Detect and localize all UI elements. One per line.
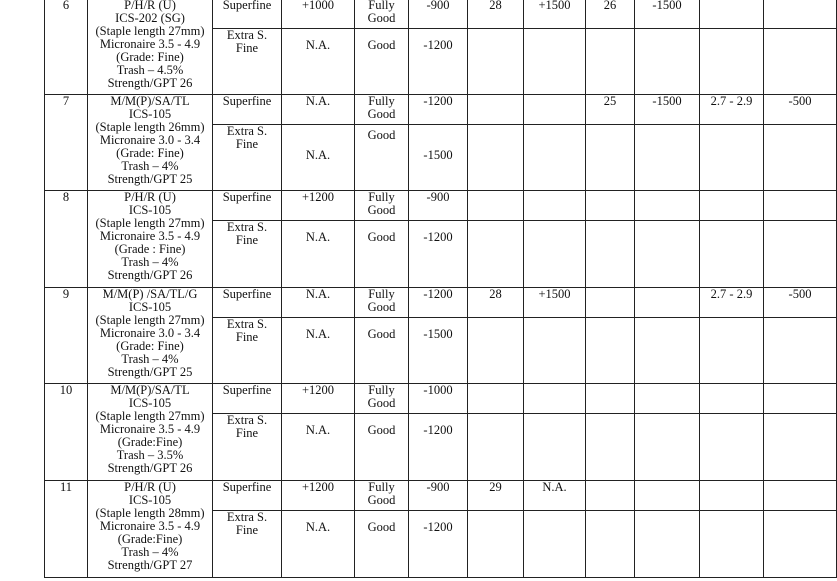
price-4-cell: -1500 <box>635 0 700 29</box>
price-5-cell <box>764 125 837 191</box>
micronaire-cell <box>700 221 764 288</box>
price-4-cell <box>635 221 700 288</box>
price-4-cell: -1500 <box>635 95 700 125</box>
cotton-description: M/M(P)/SA/TL ICS-105 (Staple length 26mm) Micronaire 3.0 - 3.4 (Grade: Fine) Trash – 4% Strength/GPT 25 <box>88 95 213 191</box>
micronaire-cell <box>700 29 764 95</box>
price-1-cell: N.A. <box>282 414 355 481</box>
price-2-cell: -1200 <box>409 414 468 481</box>
grade-cell: Superfine <box>213 384 282 414</box>
grade-cell: Superfine <box>213 288 282 318</box>
price-4-cell <box>635 288 700 318</box>
price-3-cell <box>524 511 586 578</box>
condition-cell: Good <box>355 318 409 384</box>
grade-cell: Extra S. Fine <box>213 221 282 288</box>
price-2-cell: -900 <box>409 0 468 29</box>
length-cell <box>468 95 524 125</box>
serial-number: 7 <box>45 95 88 191</box>
grade-cell: Superfine <box>213 191 282 221</box>
cotton-specification-table <box>44 0 837 578</box>
grade-cell: Superfine <box>213 0 282 29</box>
micronaire-cell: 2.7 - 2.9 <box>700 95 764 125</box>
table-row <box>45 95 837 125</box>
price-4-cell <box>635 125 700 191</box>
length-cell <box>468 318 524 384</box>
cotton-description: P/H/R (U) ICS-105 (Staple length 28mm) Micronaire 3.5 - 4.9 (Grade:Fine) Trash – 4% Strength/GPT 27 <box>88 481 213 578</box>
price-1-cell: +1200 <box>282 384 355 414</box>
price-4-cell <box>635 414 700 481</box>
condition-cell: Good <box>355 125 409 191</box>
count-cell <box>586 481 635 511</box>
table-row <box>45 481 837 511</box>
price-2-cell: -1500 <box>409 318 468 384</box>
serial-number: 10 <box>45 384 88 481</box>
price-2-cell: -1200 <box>409 221 468 288</box>
price-2-cell: -1200 <box>409 95 468 125</box>
length-cell <box>468 414 524 481</box>
serial-number: 6 <box>45 0 88 95</box>
count-cell <box>586 125 635 191</box>
condition-cell: Fully Good <box>355 384 409 414</box>
count-cell: 25 <box>586 95 635 125</box>
count-cell <box>586 384 635 414</box>
price-3-cell <box>524 95 586 125</box>
length-cell <box>468 191 524 221</box>
condition-cell: Fully Good <box>355 95 409 125</box>
price-4-cell <box>635 318 700 384</box>
length-cell: 28 <box>468 288 524 318</box>
price-1-cell: +1200 <box>282 191 355 221</box>
price-4-cell <box>635 191 700 221</box>
price-1-cell: N.A. <box>282 511 355 578</box>
price-5-cell <box>764 191 837 221</box>
cotton-description: P/H/R (U) ICS-105 (Staple length 27mm) Micronaire 3.5 - 4.9 (Grade : Fine) Trash – 4% Strength/GPT 26 <box>88 191 213 288</box>
condition-cell: Fully Good <box>355 288 409 318</box>
micronaire-cell <box>700 384 764 414</box>
price-1-cell: N.A. <box>282 318 355 384</box>
table-row <box>45 191 837 221</box>
price-3-cell: N.A. <box>524 481 586 511</box>
price-2-cell: -900 <box>409 481 468 511</box>
price-3-cell <box>524 221 586 288</box>
micronaire-cell <box>700 511 764 578</box>
price-5-cell <box>764 318 837 384</box>
price-2-cell: -1200 <box>409 288 468 318</box>
condition-cell: Fully Good <box>355 191 409 221</box>
condition-cell: Good <box>355 221 409 288</box>
length-cell <box>468 384 524 414</box>
count-cell <box>586 221 635 288</box>
price-3-cell <box>524 414 586 481</box>
table-row <box>45 384 837 414</box>
count-cell: 26 <box>586 0 635 29</box>
price-5-cell <box>764 29 837 95</box>
serial-number: 9 <box>45 288 88 384</box>
price-1-cell: +1200 <box>282 481 355 511</box>
price-5-cell <box>764 384 837 414</box>
price-2-cell: -1000 <box>409 384 468 414</box>
count-cell <box>586 318 635 384</box>
price-4-cell <box>635 511 700 578</box>
length-cell: 29 <box>468 481 524 511</box>
micronaire-cell <box>700 414 764 481</box>
table-row <box>45 0 837 29</box>
table-row <box>45 288 837 318</box>
micronaire-cell: 2.7 - 2.9 <box>700 288 764 318</box>
price-1-cell: +1000 <box>282 0 355 29</box>
cotton-description: M/M(P) /SA/TL/G ICS-105 (Staple length 27mm) Micronaire 3.0 - 3.4 (Grade: Fine) Trash – 4% Strength/GPT 25 <box>88 288 213 384</box>
price-3-cell <box>524 29 586 95</box>
grade-cell: Superfine <box>213 481 282 511</box>
grade-cell: Extra S. Fine <box>213 29 282 95</box>
serial-number: 8 <box>45 191 88 288</box>
grade-cell: Extra S. Fine <box>213 511 282 578</box>
grade-cell: Extra S. Fine <box>213 318 282 384</box>
condition-cell: Fully Good <box>355 0 409 29</box>
length-cell: 28 <box>468 0 524 29</box>
price-2-cell: -1500 <box>409 125 468 191</box>
price-5-cell <box>764 0 837 29</box>
price-4-cell <box>635 29 700 95</box>
micronaire-cell <box>700 0 764 29</box>
price-2-cell: -900 <box>409 191 468 221</box>
price-1-cell: N.A. <box>282 95 355 125</box>
grade-cell: Superfine <box>213 95 282 125</box>
price-2-cell: -1200 <box>409 511 468 578</box>
price-5-cell <box>764 414 837 481</box>
price-3-cell: +1500 <box>524 0 586 29</box>
micronaire-cell <box>700 318 764 384</box>
price-5-cell: -500 <box>764 288 837 318</box>
price-5-cell <box>764 221 837 288</box>
micronaire-cell <box>700 191 764 221</box>
length-cell <box>468 29 524 95</box>
price-1-cell: N.A. <box>282 288 355 318</box>
count-cell <box>586 29 635 95</box>
cotton-description: M/M(P)/SA/TL ICS-105 (Staple length 27mm) Micronaire 3.5 - 4.9 (Grade:Fine) Trash – 3.5% Strength/GPT 26 <box>88 384 213 481</box>
price-2-cell: -1200 <box>409 29 468 95</box>
price-4-cell <box>635 384 700 414</box>
price-3-cell: +1500 <box>524 288 586 318</box>
micronaire-cell <box>700 125 764 191</box>
price-5-cell <box>764 511 837 578</box>
condition-cell: Good <box>355 511 409 578</box>
cotton-description: P/H/R (U) ICS-202 (SG) (Staple length 27mm) Micronaire 3.5 - 4.9 (Grade: Fine) Trash – 4.5% Strength/GPT 26 <box>88 0 213 95</box>
count-cell <box>586 191 635 221</box>
price-1-cell: N.A. <box>282 125 355 191</box>
price-4-cell <box>635 481 700 511</box>
count-cell <box>586 414 635 481</box>
price-1-cell: N.A. <box>282 29 355 95</box>
grade-cell: Extra S. Fine <box>213 125 282 191</box>
serial-number: 11 <box>45 481 88 578</box>
micronaire-cell <box>700 481 764 511</box>
condition-cell: Good <box>355 29 409 95</box>
length-cell <box>468 511 524 578</box>
price-3-cell <box>524 384 586 414</box>
count-cell <box>586 288 635 318</box>
length-cell <box>468 125 524 191</box>
grade-cell: Extra S. Fine <box>213 414 282 481</box>
count-cell <box>586 511 635 578</box>
price-3-cell <box>524 191 586 221</box>
price-5-cell: -500 <box>764 95 837 125</box>
condition-cell: Good <box>355 414 409 481</box>
price-3-cell <box>524 318 586 384</box>
price-5-cell <box>764 481 837 511</box>
length-cell <box>468 221 524 288</box>
price-1-cell: N.A. <box>282 221 355 288</box>
condition-cell: Fully Good <box>355 481 409 511</box>
price-3-cell <box>524 125 586 191</box>
